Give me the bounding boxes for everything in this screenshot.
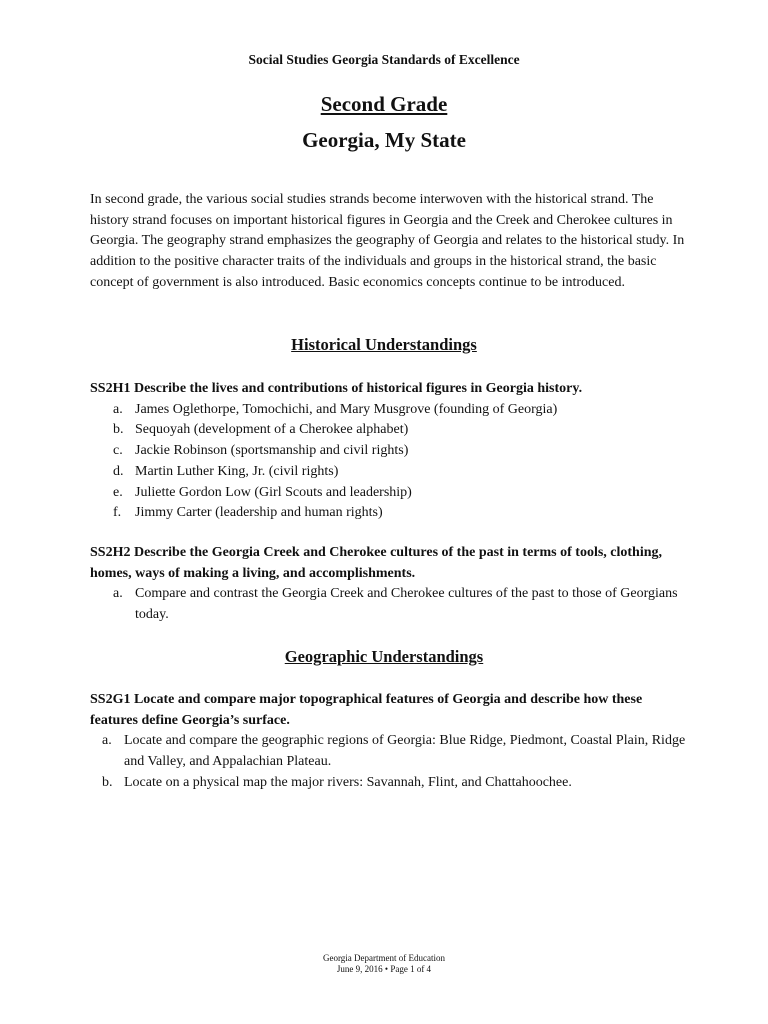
list-item-text: Locate and compare the geographic regions of Georgia: Blue Ridge, Piedmont, Coastal Plain, Ridge and Valley, and Appalachian Plateau. <box>124 733 686 770</box>
list-item-text: Jackie Robinson (sportsmanship and civil rights) <box>135 443 409 459</box>
list-item <box>90 483 690 504</box>
list-marker: a. <box>102 733 112 749</box>
list-marker: c. <box>113 443 123 459</box>
list-marker: d. <box>113 463 124 479</box>
list-item-text: Jimmy Carter (leadership and human rights) <box>135 505 383 521</box>
intro-paragraph: In second grade, the various social studies strands become interwoven with the historical strand. The history strand focuses on important historical figures in Georgia and the Creek and Cherokee cultures in Georgia. The geography strand emphasizes the geography of Georgia and relates to the historical study. In addition to the positive character traits of the individuals and groups in the historical strand, the basic concept of government is also introduced. Basic economics concepts continue to be introduced. <box>90 192 685 290</box>
element-list <box>90 731 690 793</box>
element-list <box>90 584 690 625</box>
list-item-text: Compare and contrast the Georgia Creek and Cherokee cultures of the past to those of Georgians today. <box>135 586 678 623</box>
list-item <box>90 420 690 441</box>
list-marker: b. <box>102 774 113 790</box>
document-header-title: Social Studies Georgia Standards of Excellence <box>248 52 520 67</box>
historical-understandings-heading: Historical Understandings <box>291 335 477 354</box>
list-item-text: Sequoyah (development of a Cherokee alphabet) <box>135 422 409 438</box>
standard-ss2g1 <box>90 690 690 794</box>
list-marker: a. <box>113 401 123 417</box>
geographic-understandings-heading: Geographic Understandings <box>284 647 484 666</box>
footer-organization: Georgia Department of Education <box>322 953 446 963</box>
course-title: Georgia, My State <box>302 128 466 152</box>
list-item <box>90 462 690 483</box>
list-item-text: James Oglethorpe, Tomochichi, and Mary Musgrove (founding of Georgia) <box>135 401 558 417</box>
list-item <box>90 503 690 524</box>
list-item <box>90 773 690 794</box>
list-item <box>90 441 690 462</box>
standard-text: SS2H1 Describe the lives and contributions of historical figures in Georgia history. <box>90 381 583 396</box>
list-item-text: Martin Luther King, Jr. (civil rights) <box>135 463 339 479</box>
list-item <box>90 400 690 421</box>
list-marker: f. <box>113 505 122 521</box>
standard-ss2h1 <box>90 379 690 524</box>
list-item <box>90 584 690 625</box>
list-item-text: Locate on a physical map the major rivers: Savannah, Flint, and Chattahoochee. <box>124 774 572 790</box>
standard-text: SS2G1 Locate and compare major topographical features of Georgia and describe how these features define Georgia’s surface. <box>90 692 643 728</box>
page-footer <box>0 953 768 975</box>
list-marker: b. <box>113 422 124 438</box>
list-marker: e. <box>113 484 123 500</box>
list-item-text: Juliette Gordon Low (Girl Scouts and leadership) <box>135 484 412 500</box>
footer-date-page: June 9, 2016 • Page 1 of 4 <box>336 964 432 974</box>
element-list <box>90 400 690 524</box>
standard-text: SS2H2 Describe the Georgia Creek and Cherokee cultures of the past in terms of tools, clothing, homes, ways of making a living, and accomplishments. <box>90 545 663 581</box>
list-marker: a. <box>113 586 123 602</box>
grade-title: Second Grade <box>320 92 448 116</box>
list-item <box>90 731 690 772</box>
standard-ss2h2 <box>90 543 690 626</box>
